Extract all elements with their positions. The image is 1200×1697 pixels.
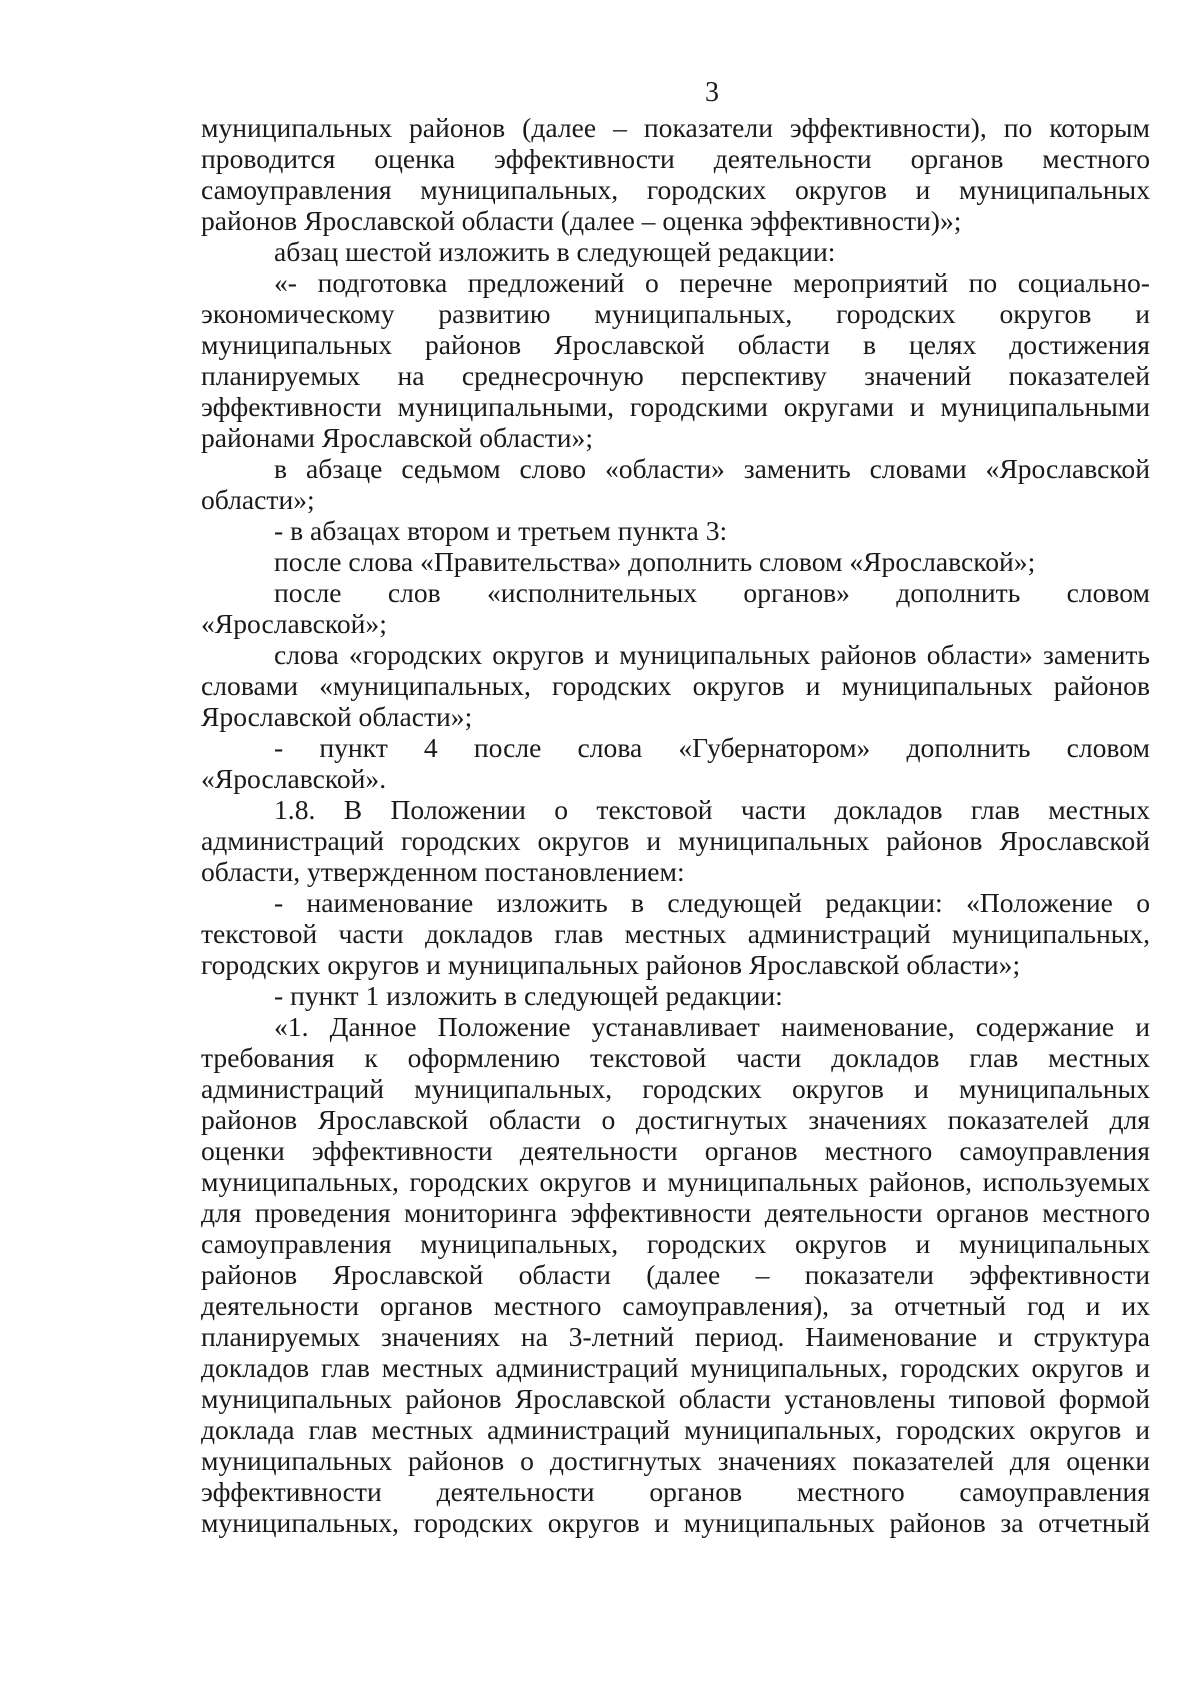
text-line: после слов «исполнительных органов» дополнить словом [274, 577, 1150, 608]
text-line: области»; [201, 484, 315, 515]
text-line: в абзаце седьмом слово «области» заменить словами «Ярославской [274, 453, 1150, 484]
text-line: муниципальных районов (далее – показатели эффективности), по которым [201, 112, 1150, 143]
text-line: планируемых на среднесрочную перспективу значений показателей [201, 360, 1150, 391]
text-line: муниципальных районов Ярославской области установлены типовой формой [201, 1383, 1150, 1414]
text-line: экономическому развитию муниципальных, городских округов и [201, 298, 1150, 329]
text-line: районов Ярославской области о достигнутых значениях показателей для [201, 1104, 1150, 1135]
text-line: требования к оформлению текстовой части докладов глав местных [201, 1042, 1150, 1073]
text-line: самоуправления муниципальных, городских округов и муниципальных [201, 174, 1150, 205]
text-line: муниципальных, городских округов и муниципальных районов за отчетный [201, 1507, 1150, 1538]
text-line: эффективности деятельности органов местного самоуправления [201, 1476, 1150, 1507]
text-line: городских округов и муниципальных районов Ярославской области»; [201, 949, 1021, 980]
document-body [201, 112, 1150, 1538]
text-line: администраций городских округов и муниципальных районов Ярославской [201, 825, 1150, 856]
text-line: текстовой части докладов глав местных администраций муниципальных, [201, 918, 1150, 949]
text-line: муниципальных районов Ярославской области в целях достижения [201, 329, 1150, 360]
text-line: - в абзацах втором и третьем пункта 3: [274, 515, 728, 546]
text-line: - наименование изложить в следующей редакции: «Положение о [274, 887, 1150, 918]
text-line: «1. Данное Положение устанавливает наименование, содержание и [274, 1011, 1150, 1042]
text-line: самоуправления муниципальных, городских округов и муниципальных [201, 1228, 1150, 1259]
text-line: планируемых значениях на 3-летний период. Наименование и структура [201, 1321, 1150, 1352]
text-line: после слова «Правительства» дополнить словом «Ярославской»; [274, 546, 1036, 577]
text-line: муниципальных районов о достигнутых значениях показателей для оценки [201, 1445, 1150, 1476]
text-line: администраций муниципальных, городских округов и муниципальных [201, 1073, 1150, 1104]
text-line: области, утвержденном постановлением: [201, 856, 685, 887]
text-line: для проведения мониторинга эффективности деятельности органов местного [201, 1197, 1150, 1228]
text-line: «Ярославской». [201, 763, 387, 794]
text-line: «- подготовка предложений о перечне мероприятий по социально- [274, 267, 1150, 298]
text-line: доклада глав местных администраций муниципальных, городских округов и [201, 1414, 1150, 1445]
text-line: проводится оценка эффективности деятельности органов местного [201, 143, 1150, 174]
text-line: 1.8. В Положении о текстовой части докладов глав местных [274, 794, 1150, 825]
text-line: словами «муниципальных, городских округов и муниципальных районов [201, 670, 1150, 701]
text-line: - пункт 1 изложить в следующей редакции: [274, 980, 783, 1011]
text-line: абзац шестой изложить в следующей редакции: [274, 236, 836, 267]
page-number: 3 [705, 77, 719, 108]
text-line: районами Ярославской области»; [201, 422, 593, 453]
text-line: - пункт 4 после слова «Губернатором» дополнить словом [274, 732, 1150, 763]
text-line: районов Ярославской области (далее – показатели эффективности [201, 1259, 1150, 1290]
text-line: деятельности органов местного самоуправления), за отчетный год и их [201, 1290, 1150, 1321]
text-line: докладов глав местных администраций муниципальных, городских округов и [201, 1352, 1150, 1383]
text-line: слова «городских округов и муниципальных районов области» заменить [274, 639, 1150, 670]
text-line: «Ярославской»; [201, 608, 387, 639]
text-line: Ярославской области»; [201, 701, 473, 732]
text-line: районов Ярославской области (далее – оценка эффективности)»; [201, 205, 962, 236]
text-line: оценки эффективности деятельности органов местного самоуправления [201, 1135, 1150, 1166]
text-line: муниципальных, городских округов и муниципальных районов, используемых [201, 1166, 1150, 1197]
text-line: эффективности муниципальными, городскими округами и муниципальными [201, 391, 1150, 422]
